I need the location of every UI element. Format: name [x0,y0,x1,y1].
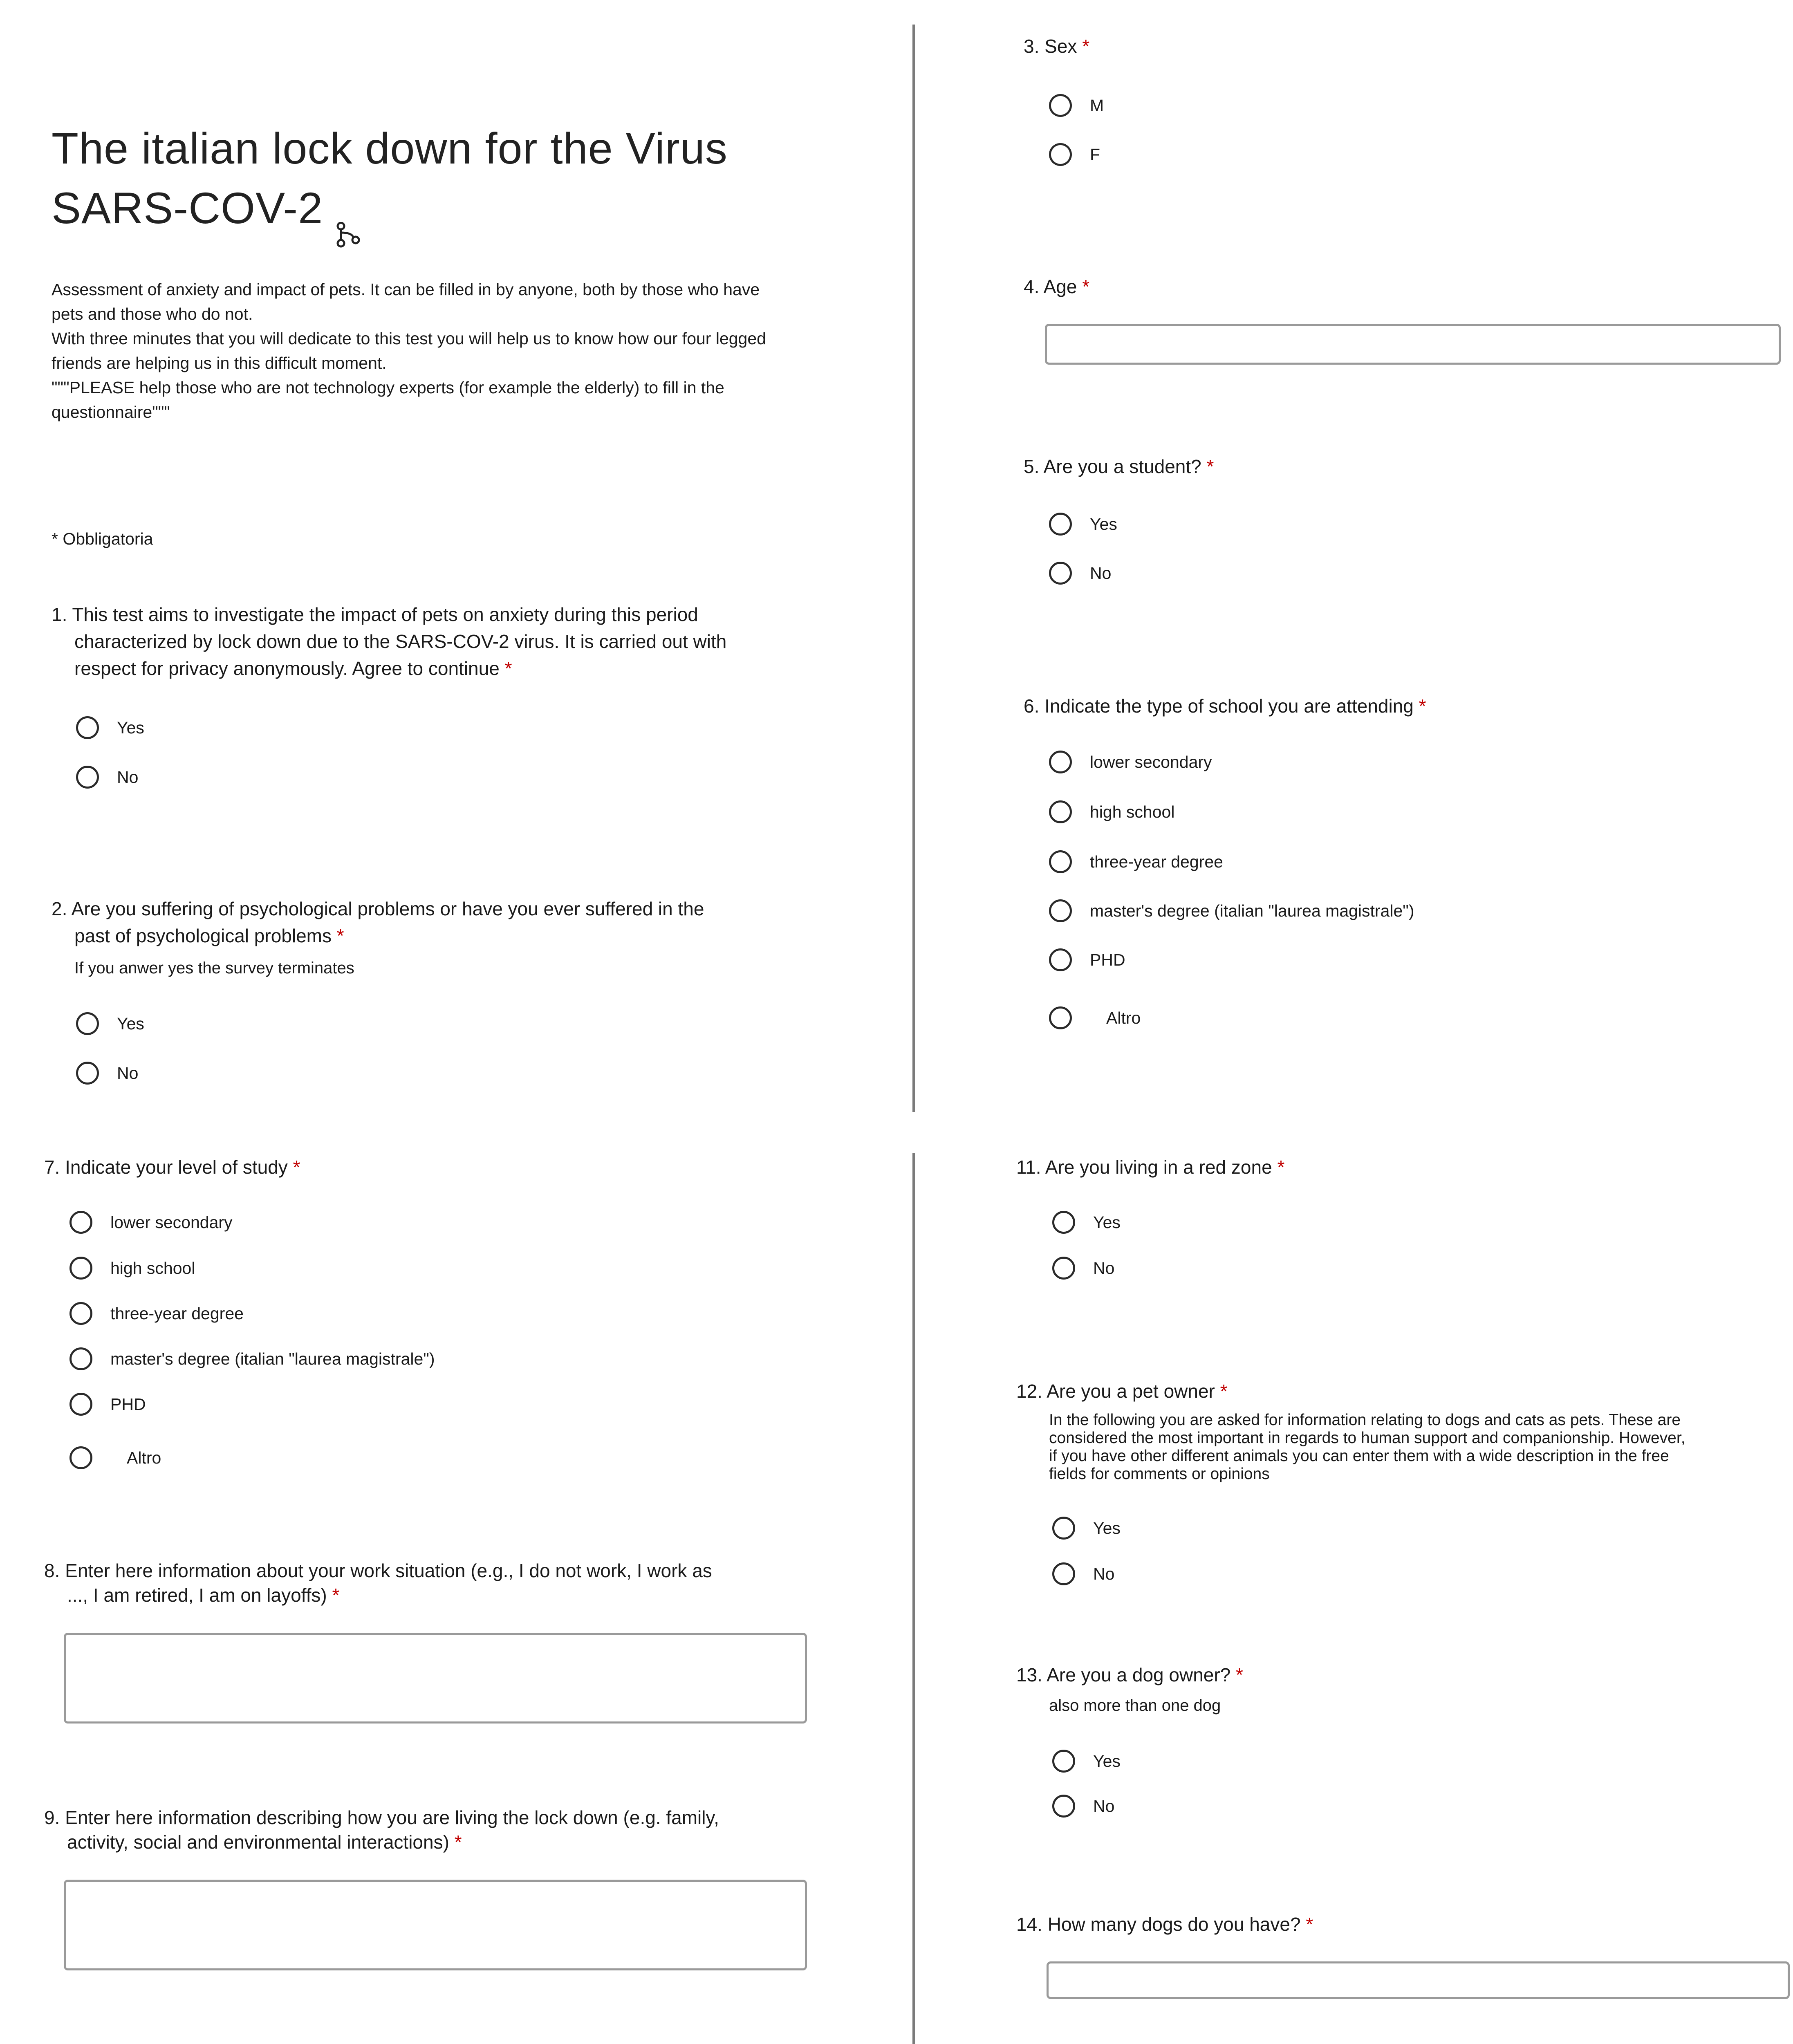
required-asterisk: * [454,1831,462,1853]
question-5 [1024,453,1214,480]
description-line: With three minutes that you will dedicate to this test you will help us to know how our four legged [52,329,766,348]
q3-option-f[interactable] [1049,143,1100,166]
option-label: master's degree (italian "laurea magistrale") [1090,901,1414,920]
option-label: No [1093,1258,1115,1278]
question-4 [1024,273,1089,300]
radio-button[interactable] [1049,1006,1072,1029]
option-label: Yes [117,1014,144,1033]
required-asterisk: * [1082,276,1090,297]
form-title [52,119,828,238]
option-label: No [117,1063,139,1083]
question-11-label: 11. Are you living in a red zone [1016,1156,1272,1178]
option-label: No [117,767,139,787]
radio-button[interactable] [76,716,99,739]
question-2-line: past of psychological problems [74,925,332,946]
question-13-subtitle: also more than one dog [1049,1697,1221,1715]
question-8-line: 8. Enter here information about your work situation (e.g., I do not work, I work as [44,1560,712,1581]
q6-option-altro[interactable] [1049,1006,1141,1029]
q11-option-yes[interactable] [1052,1211,1121,1234]
lockdown-living-textarea[interactable] [64,1880,807,1970]
radio-button[interactable] [69,1302,92,1325]
question-8 [44,1558,862,1607]
branch-icon [335,203,361,229]
question-1-line: characterized by lock down due to the SARS-COV-2 virus. It is carried out with [74,631,727,652]
radio-button[interactable] [76,1012,99,1035]
age-input[interactable] [1045,324,1781,365]
question-12-label: 12. Are you a pet owner [1016,1381,1215,1402]
column-divider-top [912,25,915,1112]
q6-option-three-year-degree[interactable] [1049,850,1223,873]
radio-button[interactable] [76,1062,99,1085]
work-situation-textarea[interactable] [64,1633,807,1724]
radio-button[interactable] [1052,1795,1075,1818]
question-12 [1016,1378,1228,1405]
description-line: Assessment of anxiety and impact of pets. It can be filled in by anyone, both by those who have [52,280,760,299]
question-14 [1016,1911,1313,1938]
description-line: """PLEASE help those who are not technology experts (for example the elderly) to fill in the [52,378,724,397]
option-label: Yes [1090,514,1117,533]
required-asterisk: * [1082,36,1090,57]
radio-button[interactable] [69,1211,92,1234]
form-title-line2: SARS-COV-2 [52,183,323,233]
question-5-label: 5. Are you a student? [1024,456,1201,477]
required-asterisk: * [1236,1664,1243,1685]
required-asterisk: * [1277,1156,1285,1178]
radio-button[interactable] [1049,513,1072,536]
question-13 [1016,1661,1243,1688]
option-label: Yes [1093,1518,1121,1537]
question-9 [44,1805,862,1854]
option-label: No [1093,1564,1115,1583]
q1-option-yes[interactable] [76,716,144,739]
option-label: No [1093,1796,1115,1815]
radio-button[interactable] [1049,143,1072,166]
radio-button[interactable] [76,766,99,789]
radio-button[interactable] [1052,1211,1075,1234]
radio-button[interactable] [1052,1750,1075,1773]
question-3 [1024,33,1089,60]
q13-option-no[interactable] [1052,1795,1114,1818]
question-4-label: 4. Age [1024,276,1077,297]
description-line: questionnaire""" [52,403,170,421]
option-label: PHD [1090,950,1125,969]
required-note: * Obbligatoria [52,529,153,548]
option-label: lower secondary [1090,752,1212,771]
q2-option-yes[interactable] [76,1012,144,1035]
radio-button[interactable] [1052,1562,1075,1585]
required-asterisk: * [1220,1381,1228,1402]
question-7 [44,1154,300,1181]
question-13-label: 13. Are you a dog owner? [1016,1664,1231,1685]
option-label: high school [1090,802,1175,821]
question-1-line: respect for privacy anonymously. Agree to continue [74,658,500,679]
required-asterisk: * [336,925,344,946]
form-title-line1: The italian lock down for the Virus [52,123,728,173]
question-1 [52,601,869,682]
radio-button[interactable] [69,1446,92,1469]
option-label: No [1090,563,1112,583]
option-label: high school [110,1258,195,1278]
question-8-line: ..., I am retired, I am on layoffs) [67,1585,327,1606]
q7-option-masters-degree[interactable] [69,1347,435,1370]
question-6 [1024,693,1426,719]
option-label: Altro [127,1448,161,1467]
required-asterisk: * [332,1585,340,1606]
dog-count-input[interactable] [1047,1961,1790,1999]
question-2 [52,895,869,949]
question-12-note [1049,1411,1785,1483]
option-label: Yes [1093,1213,1121,1232]
radio-button[interactable] [1049,850,1072,873]
radio-button[interactable] [69,1393,92,1416]
q2-option-no[interactable] [76,1062,138,1085]
required-asterisk: * [1306,1914,1313,1935]
q6-option-phd[interactable] [1049,948,1125,971]
option-label: Yes [1093,1751,1121,1771]
required-asterisk: * [504,658,512,679]
question-9-line: activity, social and environmental interactions) [67,1831,449,1853]
note-line: if you have other different animals you can enter them with a wide description in the free [1049,1447,1669,1465]
question-2-line: 2. Are you suffering of psychological problems or have you ever suffered in the [52,898,704,919]
option-label: Yes [117,718,144,737]
radio-button[interactable] [1049,94,1072,117]
option-label: Altro [1106,1008,1141,1027]
q7-option-three-year-degree[interactable] [69,1302,244,1325]
option-label: three-year degree [1090,852,1223,871]
option-label: PHD [110,1394,146,1414]
option-label: three-year degree [110,1304,244,1323]
description-line: friends are helping us in this difficult moment. [52,354,387,372]
q3-option-m[interactable] [1049,94,1104,117]
q13-option-yes[interactable] [1052,1750,1121,1773]
note-line: considered the most important in regards to human support and companionship. However, [1049,1429,1685,1447]
q5-option-yes[interactable] [1049,513,1117,536]
radio-button[interactable] [1052,1517,1075,1540]
option-label: M [1090,96,1104,115]
q5-option-no[interactable] [1049,562,1111,585]
question-3-label: 3. Sex [1024,36,1077,57]
q6-option-masters-degree[interactable] [1049,899,1414,922]
option-label: lower secondary [110,1213,233,1232]
radio-button[interactable] [1049,948,1072,971]
question-9-line: 9. Enter here information describing how you are living the lock down (e.g. family, [44,1807,719,1828]
column-divider-bottom [912,1153,915,2044]
radio-button[interactable] [1052,1257,1075,1280]
q7-option-phd[interactable] [69,1393,146,1416]
required-asterisk: * [293,1156,300,1178]
radio-button[interactable] [69,1257,92,1280]
required-asterisk: * [1206,456,1214,477]
q6-option-lower-secondary[interactable] [1049,751,1212,773]
q7-option-high-school[interactable] [69,1257,195,1280]
q12-option-yes[interactable] [1052,1517,1121,1540]
q7-option-lower-secondary[interactable] [69,1211,233,1234]
form-description [52,277,869,424]
q11-option-no[interactable] [1052,1257,1114,1280]
note-line: In the following you are asked for information relating to dogs and cats as pets. These are [1049,1411,1681,1429]
option-label: F [1090,145,1100,164]
q7-option-altro[interactable] [69,1446,161,1469]
q6-option-high-school[interactable] [1049,800,1174,823]
question-1-line: 1. This test aims to investigate the impact of pets on anxiety during this period [52,604,698,625]
radio-button[interactable] [1049,751,1072,773]
question-6-label: 6. Indicate the type of school you are attending [1024,695,1414,717]
question-7-label: 7. Indicate your level of study [44,1156,288,1178]
radio-button[interactable] [1049,899,1072,922]
description-line: pets and those who do not. [52,305,253,323]
radio-button[interactable] [1049,562,1072,585]
note-line: fields for comments or opinions [1049,1465,1270,1483]
question-2-subtitle: If you anwer yes the survey terminates [74,959,354,977]
option-label: master's degree (italian "laurea magistrale") [110,1349,435,1368]
q12-option-no[interactable] [1052,1562,1114,1585]
question-14-label: 14. How many dogs do you have? [1016,1914,1301,1935]
q1-option-no[interactable] [76,766,138,789]
radio-button[interactable] [1049,800,1072,823]
required-asterisk: * [1419,695,1426,717]
question-11 [1016,1154,1284,1181]
radio-button[interactable] [69,1347,92,1370]
